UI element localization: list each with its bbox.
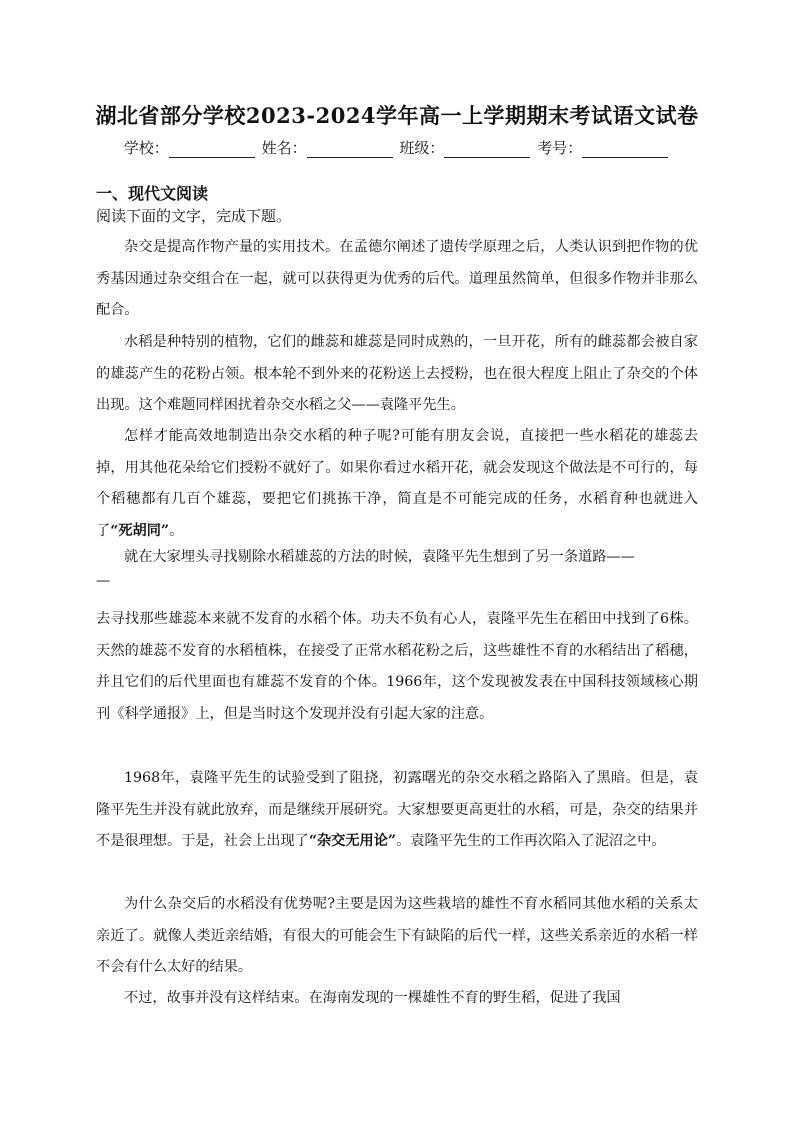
passage-paragraph-5: 去寻找那些雄蕊本来就不发育的水稻个体。功夫不负有心人，袁隆平先生在稻田中找到了6株。天然的雄蕊不发育的水稻植株，在接受了正常水稻花粉之后，这些雄性不育的水稻结出了稻穗，并且它们的后代里面也有雄蕊不发育的个体。1966年，这个发现被发表在中国科技领域核心期刊《科学通报》上，但是当时这个发现并没有引起大家的注意。 bbox=[96, 611, 698, 722]
paragraph-3-emphasis: “死胡同” bbox=[110, 522, 170, 539]
school-label: 学校： bbox=[123, 139, 169, 157]
name-label: 姓名： bbox=[261, 139, 307, 157]
student-info-line bbox=[0, 137, 794, 158]
passage-paragraph-2: 水稻是种特别的植物，它们的雌蕊和雄蕊是同时成熟的，一旦开花，所有的雌蕊都会被自家的雄蕊产生的花粉占领。根本轮不到外来的花粉送上去授粉，也在很大程度上阻止了杂交的个体出现。这个难题同样困扰着杂交水稻之父——袁隆平先生。 bbox=[96, 334, 698, 413]
passage-paragraph-8: 不过，故事并没有这样结束。在海南发现的一棵雄性不育的野生稻，促进了我国 bbox=[124, 990, 621, 1006]
paragraph-6-end: 。袁隆平先生的工作再次陷入了泥沼之中。 bbox=[396, 833, 666, 849]
paragraph-3-end: 。 bbox=[169, 522, 184, 539]
passage-paragraph-1: 杂交是提高作物产量的实用技术。在孟德尔阐述了遗传学原理之后，人类认识到把作物的优秀基因通过杂交组合在一起，就可以获得更为优秀的后代。道理虽然简单，但很多作物并非那么配合。 bbox=[96, 239, 698, 318]
paragraph-6-emphasis: “杂交无用论” bbox=[308, 833, 397, 849]
passage-paragraph-4: 就在大家埋头寻找剔除水稻雄蕊的方法的时候，袁隆平先生想到了另一条道路—— bbox=[124, 549, 635, 565]
passage-paragraph-3 bbox=[96, 421, 698, 547]
passage-paragraph-7: 为什么杂交后的水稻没有优势呢?主要是因为这些栽培的雄性不育水稻同其他水稻的关系太亲近了。就像人类近亲结婚，有很大的可能会生下有缺陷的后代一样，这些关系亲近的水稻一样不会有什么太好的结果。 bbox=[96, 896, 698, 975]
reading-instruction: 阅读下面的文字，完成下题。 bbox=[96, 207, 292, 225]
exam-title: 湖北省部分学校2023-2024学年高一上学期期末考试语文试卷 bbox=[95, 103, 699, 128]
class-blank bbox=[444, 143, 530, 158]
paragraph-6-text: 1968年，袁隆平先生的试验受到了阻挠，初露曙光的杂交水稻之路陷入了黑暗。但是，袁隆平先生并没有就此放弃，而是继续开展研究。大家想要更高更壮的水稻，可是，杂交的结果并不是很理想。于是，社会上出现了 bbox=[96, 770, 698, 849]
passage-paragraph-6 bbox=[96, 763, 698, 858]
paragraph-3-text: 怎样才能高效地制造出杂交水稻的种子呢?可能有朋友会说，直接把一些水稻花的雄蕊去掉，用其他花朵给它们授粉不就好了。如果你看过水稻开花，就会发现这个做法是不可行的，每个稻穗都有几百个雄蕊，要把它们挑拣干净，简直是不可能完成的任务，水稻育种也就进入了 bbox=[96, 428, 698, 539]
exam-no-label: 考号： bbox=[537, 139, 583, 157]
section-heading: 一、现代文阅读 bbox=[96, 184, 209, 203]
name-blank bbox=[307, 143, 393, 158]
class-label: 班级： bbox=[399, 139, 445, 157]
exam-no-blank bbox=[582, 143, 668, 158]
passage-paragraph-4-dash: — bbox=[96, 573, 111, 589]
school-blank bbox=[169, 143, 255, 158]
